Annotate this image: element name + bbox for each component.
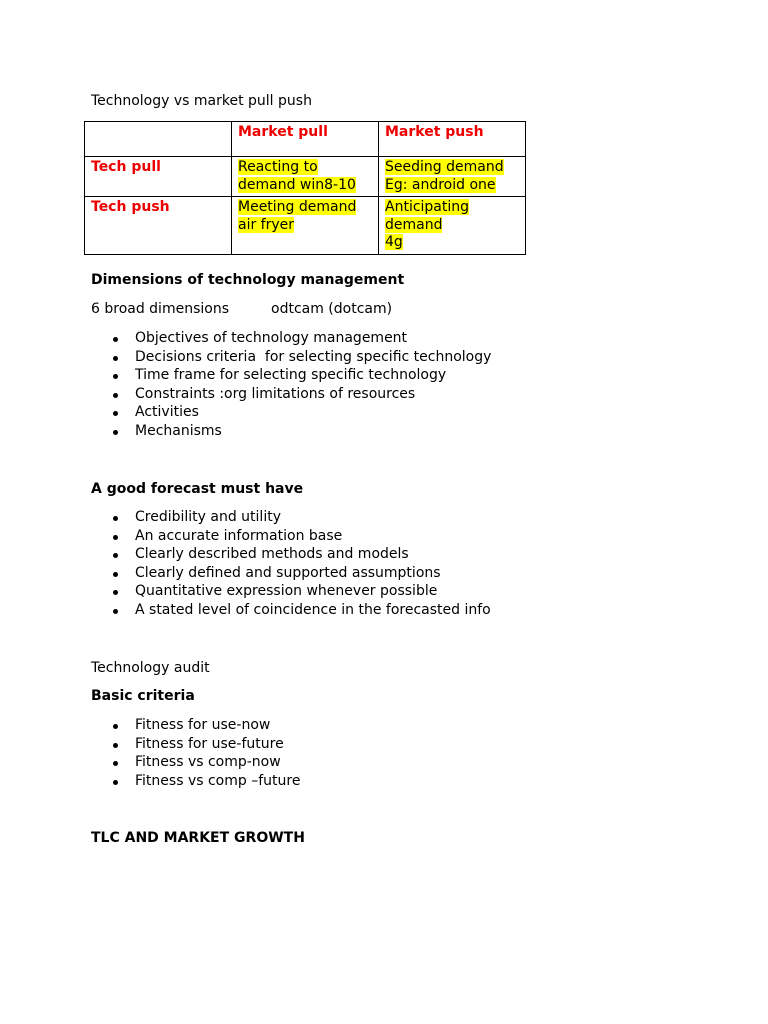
bullet-icon [113, 761, 118, 766]
list-item: An accurate information base [112, 527, 491, 546]
bullet-icon [113, 724, 118, 729]
bullet-icon [113, 535, 118, 540]
list-item: Fitness for use-now [112, 716, 300, 735]
pull-push-table [84, 121, 526, 255]
technology-audit-title: Technology audit [91, 660, 210, 676]
list-item: Objectives of technology management [112, 329, 491, 348]
highlighted-text: Reacting to [238, 159, 318, 175]
table-row [85, 157, 526, 197]
dimensions-heading: Dimensions of technology management [91, 272, 405, 288]
bullet-icon [113, 780, 118, 785]
list-item: Fitness vs comp-now [112, 753, 300, 772]
list-item: Fitness for use-future [112, 735, 300, 754]
list-item: Decisions criteria for selecting specific technology [112, 348, 491, 367]
table-corner-cell [85, 122, 232, 157]
table-row [85, 197, 526, 255]
bullet-icon [113, 743, 118, 748]
forecast-list [112, 508, 491, 620]
bullet-icon [113, 553, 118, 558]
bullet-icon [113, 374, 118, 379]
list-item: Time frame for selecting specific technology [112, 366, 491, 385]
table-row-label: Tech push [85, 197, 232, 255]
list-item: Fitness vs comp –future [112, 772, 300, 791]
bullet-icon [113, 609, 118, 614]
bullet-icon [113, 393, 118, 398]
bullet-icon [113, 337, 118, 342]
basic-criteria-heading: Basic criteria [91, 688, 195, 704]
forecast-heading: A good forecast must have [91, 481, 304, 497]
highlighted-text: air fryer [238, 216, 295, 233]
list-item: Clearly described methods and models [112, 545, 491, 564]
highlighted-text: demand [385, 216, 443, 233]
audit-criteria-list [112, 716, 300, 790]
table-cell [379, 197, 526, 255]
bullet-icon [113, 516, 118, 521]
bullet-icon [113, 572, 118, 577]
highlighted-text: Anticipating [385, 199, 470, 215]
table-cell [232, 197, 379, 255]
highlighted-text: Meeting demand [238, 199, 357, 215]
dimensions-list [112, 329, 491, 441]
list-item: Constraints :org limitations of resources [112, 385, 491, 404]
tlc-market-growth-heading: TLC AND MARKET GROWTH [91, 830, 305, 846]
bullet-icon [113, 430, 118, 435]
highlighted-text: demand win8-10 [238, 176, 356, 193]
bullet-icon [113, 411, 118, 416]
table-cell [379, 157, 526, 197]
dimensions-subline: 6 broad dimensions odtcam (dotcam) [91, 301, 393, 317]
highlighted-text: 4g [385, 234, 403, 250]
highlighted-text: Eg: android one [385, 176, 496, 193]
section-title-tech-vs-market: Technology vs market pull push [91, 93, 312, 109]
list-item: Quantitative expression whenever possible [112, 582, 491, 601]
list-item: Credibility and utility [112, 508, 491, 527]
bullet-icon [113, 590, 118, 595]
highlighted-text: Seeding demand [385, 159, 504, 175]
table-header-cell: Market push [379, 122, 526, 157]
table-row-label: Tech pull [85, 157, 232, 197]
list-item: Mechanisms [112, 422, 491, 441]
list-item: Clearly defined and supported assumptions [112, 564, 491, 583]
table-header-cell: Market pull [232, 122, 379, 157]
table-header-row [85, 122, 526, 157]
list-item: Activities [112, 403, 491, 422]
table-cell [232, 157, 379, 197]
bullet-icon [113, 356, 118, 361]
list-item: A stated level of coincidence in the forecasted info [112, 601, 491, 620]
